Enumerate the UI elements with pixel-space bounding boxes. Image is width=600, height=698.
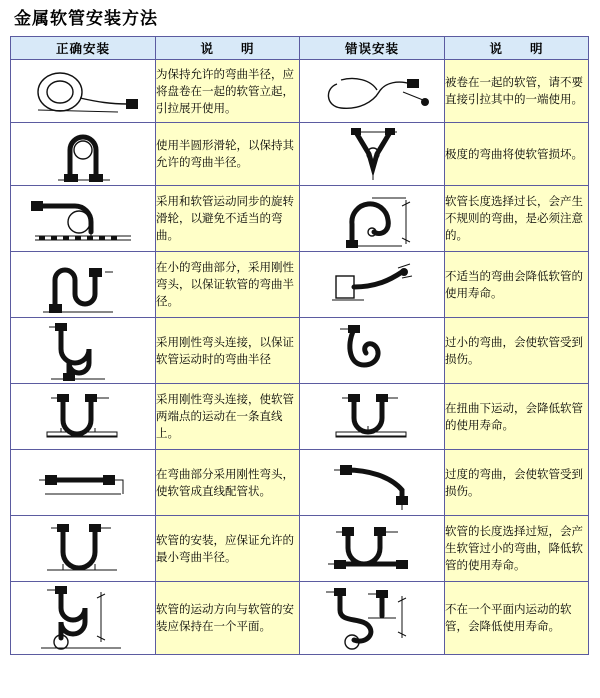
description-text: 为保持允许的弯曲半径，应将盘卷在一起的软管立起，引拉展开使用。 — [156, 60, 300, 123]
figure-cell-correct — [11, 384, 156, 450]
figure-cell-wrong — [300, 123, 445, 186]
over-bend-icon — [306, 454, 438, 512]
description-text: 使用半圆形滑轮，以保持其允许的弯曲半径。 — [156, 123, 300, 186]
table-row — [11, 450, 589, 516]
figure-cell-wrong — [300, 252, 445, 318]
description-text: 软管的运动方向与软管的安装应保持在一个平面。 — [156, 582, 300, 655]
rigid-bend-support-icon — [17, 254, 149, 316]
coiled-hose-icon — [18, 62, 148, 120]
description-text: 不适当的弯曲会降低软管的使用寿命。 — [445, 252, 589, 318]
figure-cell-wrong — [300, 516, 445, 582]
u-bend-straight-line-icon — [17, 386, 149, 448]
figure-cell-wrong — [300, 186, 445, 252]
description-text: 在弯曲部分采用刚性弯头，使软管成直线配管状。 — [156, 450, 300, 516]
table-row — [11, 318, 589, 384]
description-text: 在扭曲下运动，会降低软管的使用寿命。 — [445, 384, 589, 450]
too-small-bend-icon — [306, 319, 438, 383]
description-text: 被卷在一起的软管，请不要直接引拉其中的一端使用。 — [445, 60, 589, 123]
description-text: 过小的弯曲，会使软管受到损伤。 — [445, 318, 589, 384]
figure-cell-wrong — [300, 582, 445, 655]
description-text: 采用和软管运动同步的旋转滑轮，以避免不适当的弯曲。 — [156, 186, 300, 252]
same-plane-motion-icon — [17, 582, 149, 654]
coiled-hose-pulled-icon — [307, 62, 437, 120]
table-header-row — [11, 37, 589, 60]
description-text: 软管长度选择过长，会产生不规则的弯曲，是必须注意的。 — [445, 186, 589, 252]
header-wrong-install: 错误安装 — [300, 37, 445, 60]
table-row — [11, 384, 589, 450]
figure-cell-correct — [11, 450, 156, 516]
figure-cell-wrong — [300, 60, 445, 123]
semicircular-pulley-icon — [18, 124, 148, 184]
figure-cell-correct — [11, 252, 156, 318]
table-row — [11, 60, 589, 123]
description-text: 软管的安装，应保证允许的最小弯曲半径。 — [156, 516, 300, 582]
description-text: 过度的弯曲，会使软管受到损伤。 — [445, 450, 589, 516]
header-correct-install: 正确安装 — [11, 37, 156, 60]
table-row — [11, 582, 589, 655]
rotating-pulley-chain-icon — [17, 188, 149, 250]
too-long-hose-icon — [306, 518, 438, 580]
figure-cell-correct — [11, 582, 156, 655]
sharp-bend-pulley-icon — [307, 124, 437, 184]
header-description-2: 说 明 — [445, 37, 589, 60]
hose-installation-table — [10, 36, 589, 655]
figure-cell-correct — [11, 318, 156, 384]
page-title: 金属软管安装方法 — [14, 9, 158, 29]
improper-small-bend-icon — [306, 254, 438, 316]
table-row — [11, 516, 589, 582]
figure-cell-wrong — [300, 450, 445, 516]
description-text: 软管的长度选择过短，会产生软管过小的弯曲，降低软管的使用寿命。 — [445, 516, 589, 582]
different-plane-motion-icon — [306, 582, 438, 654]
straight-pipe-elbow-icon — [17, 454, 149, 512]
figure-cell-correct — [11, 123, 156, 186]
figure-cell-correct — [11, 60, 156, 123]
description-text: 不在一个平面内运动的软管，会降低使用寿命。 — [445, 582, 589, 655]
figure-cell-wrong — [300, 384, 445, 450]
header-description-1: 说 明 — [156, 37, 300, 60]
figure-cell-wrong — [300, 318, 445, 384]
twisted-bend-icon — [306, 386, 438, 448]
min-bend-radius-icon — [17, 518, 149, 580]
rigid-elbow-connection-icon — [17, 319, 149, 383]
figure-cell-correct — [11, 186, 156, 252]
description-text: 极度的弯曲将使软管损坏。 — [445, 123, 589, 186]
table-row — [11, 186, 589, 252]
excess-length-loop-icon — [306, 188, 438, 250]
description-text: 采用刚性弯头连接，使软管两端点的运动在一条直线上。 — [156, 384, 300, 450]
figure-cell-correct — [11, 516, 156, 582]
description-text: 在小的弯曲部分，采用刚性弯头，以保证软管的弯曲半径。 — [156, 252, 300, 318]
description-text: 采用刚性弯头连接，以保证软管运动时的弯曲半径 — [156, 318, 300, 384]
table-row — [11, 123, 589, 186]
table-row — [11, 252, 589, 318]
